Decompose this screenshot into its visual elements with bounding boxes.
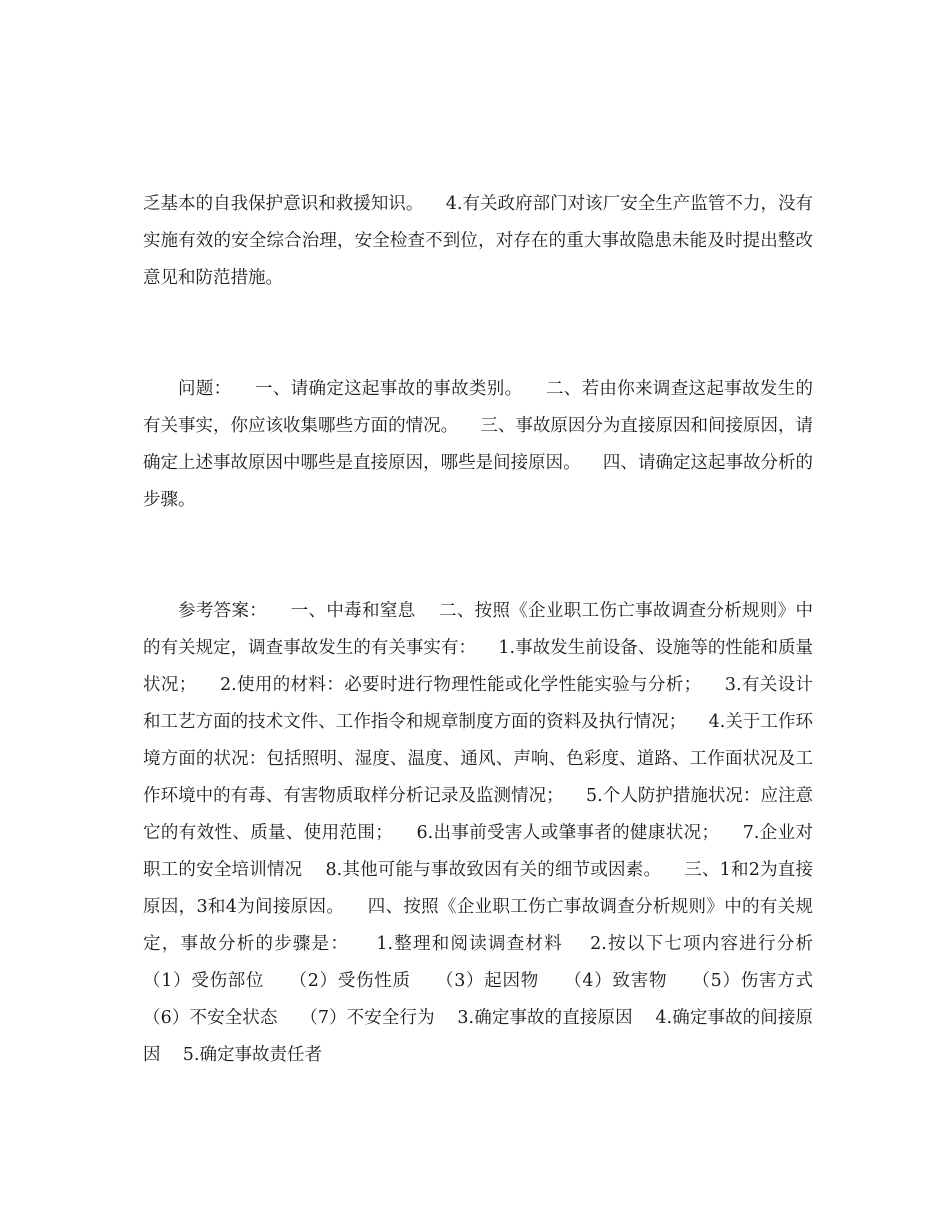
paragraph-reference-answers: 参考答案： 一、中毒和窒息 二、按照《企业职工伤亡事故调查分析规则》中的有关规定，调查事故发生的有关事实有： 1.事故发生前设备、设施等的性能和质量状况； 2.使用的材料：必要时进行物理性能或化学性能实验与分析； 3.有关设计和工艺方面的技术文件、工作指令和规章制度方面的资料及执行情况； 4.关于工作环境方面的状况：包括照明、湿度、温度、通风、声响、色彩度、道路、工作面状况及工作环境中的有毒、有害物质取样分析记录及监测情况； 5.个人防护措施状况：应注意它的有效性、质量、使用范围； 6.出事前受害人或肇事者的健康状况； 7.企业对职工的安全培训情况 8.其他可能与事故致因有关的细节或因素。 三、1和2为直接原因，3和4为间接原因。 四、按照《企业职工伤亡事故调查分析规则》中的有关规定，事故分析的步骤是： 1.整理和阅读调查材料 2.按以下七项内容进行分析 （1）受伤部位 （2）受伤性质 （3）起因物 （4）致害物 （5）伤害方式 （6）不安全状态 （7）不安全行为 3.确定事故的直接原因 4.确定事故的间接原因 5.确定事故责任者 <box>143 601 836 1065</box>
paragraph-questions: 问题： 一、请确定这起事故的事故类别。 二、若由你来调查这起事故发生的有关事实，你应该收集哪些方面的情况。 三、事故原因分为直接原因和间接原因，请确定上述事故原因中哪些是直接原因，哪些是间接原因。 四、请确定这起事故分析的步骤。 <box>143 379 813 510</box>
paragraph-accident-causes-continued: 乏基本的自我保护意识和救援知识。 4.有关政府部门对该厂安全生产监管不力，没有实施有效的安全综合治理，安全检查不到位，对存在的重大事故隐患未能及时提出整改意见和防范措施。 <box>143 194 813 288</box>
document-body <box>143 112 836 1148</box>
